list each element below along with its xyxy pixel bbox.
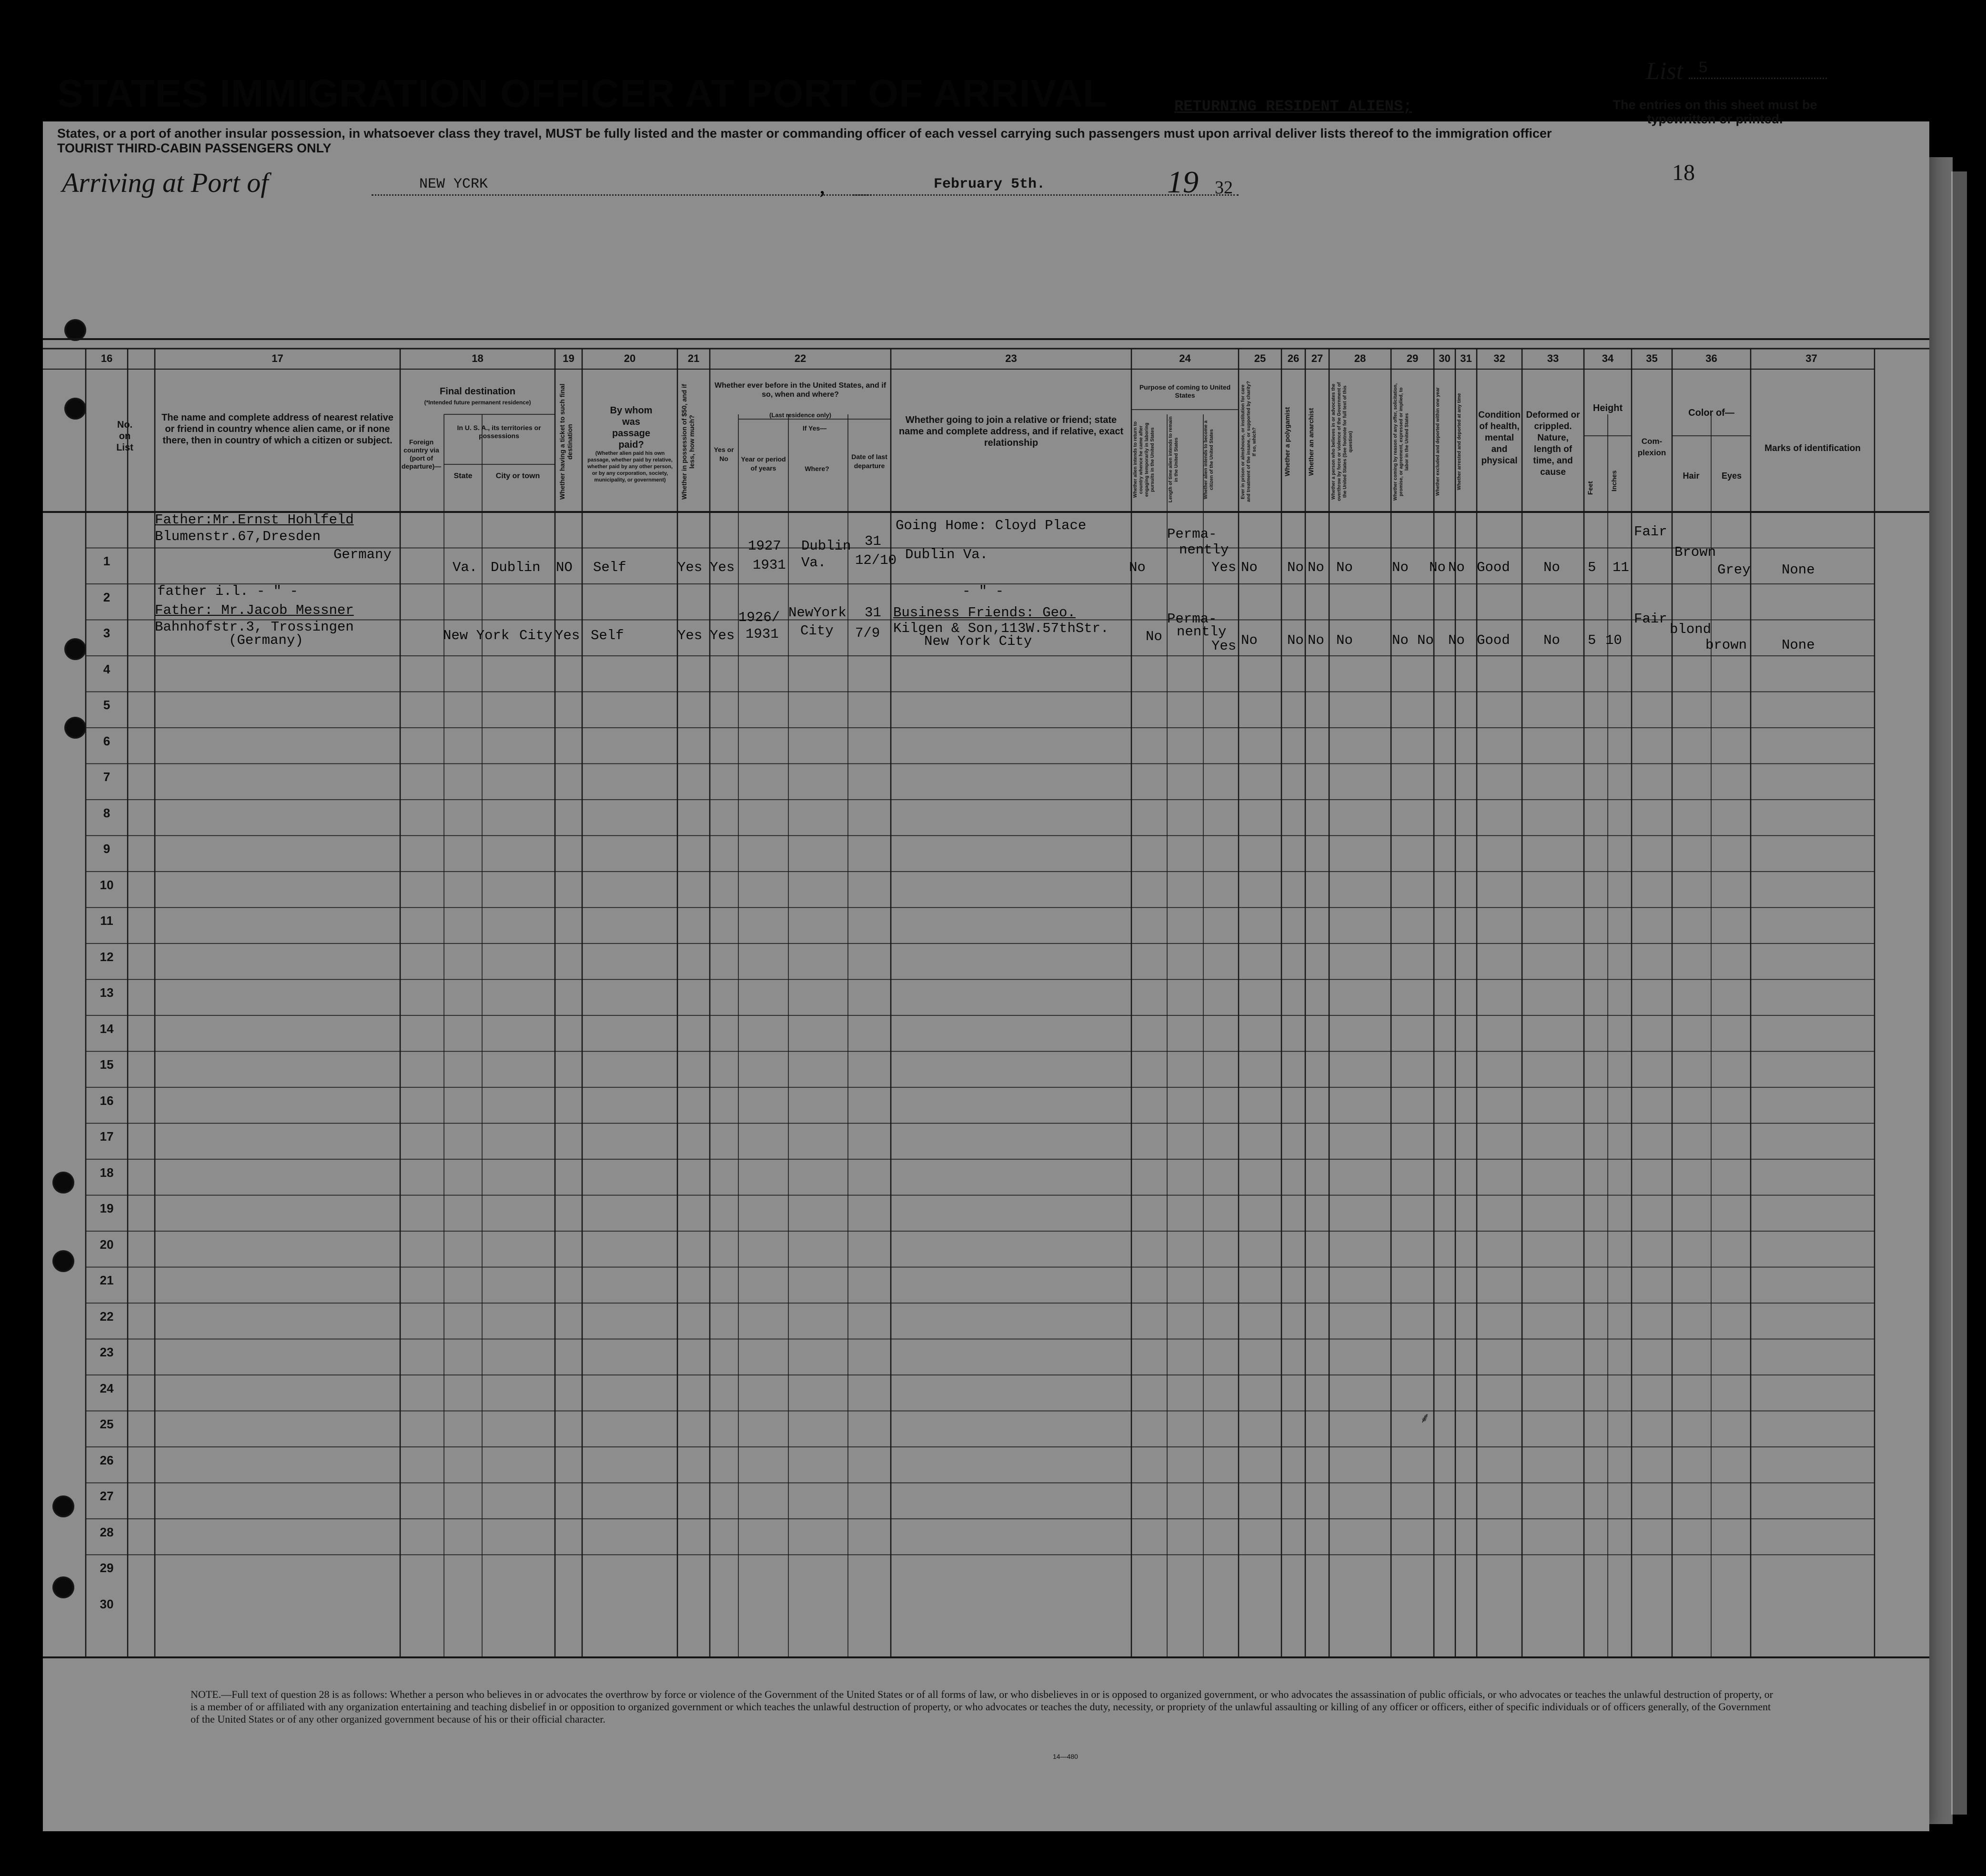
intends-return: No (1129, 560, 1146, 575)
row-number: 27 (100, 1489, 114, 1503)
header-foreign-country: Foreign country via (port of departure)— (401, 438, 442, 470)
last-departure: 31 (865, 605, 881, 621)
relative-country: (Germany) (229, 632, 303, 648)
header-ever-before-sub: (Last residence only) (769, 411, 832, 419)
row-number: 12 (100, 949, 114, 964)
intends-citizen: Yes (1211, 560, 1237, 575)
excluded: No (1429, 560, 1446, 575)
row-number: 18 (100, 1165, 114, 1180)
row-number: 1 (103, 554, 111, 568)
years-period: 1926/ (738, 610, 780, 625)
col-number: 28 (1354, 352, 1366, 364)
row-number: 9 (103, 842, 111, 856)
row-number: 10 (100, 877, 114, 892)
has-money: Yes (677, 560, 703, 575)
identification-marks: None (1782, 637, 1815, 653)
col-number: 20 (624, 352, 636, 364)
stay-length: Perma- (1167, 611, 1217, 627)
row-number: 14 (100, 1021, 114, 1036)
joining-contact: Kilgen & Son,113W.57thStr. (893, 621, 1109, 636)
row-number: 8 (103, 805, 111, 820)
sheet-number: 18 (1672, 160, 1695, 185)
row-number: 7 (103, 770, 111, 784)
header-final-destination: Final destination (440, 386, 515, 397)
header-years: Year or period of years (741, 455, 786, 472)
row-number: 4 (103, 662, 111, 676)
col-number: 37 (1805, 352, 1817, 364)
passage-paid-by: Self (593, 560, 626, 575)
prison: No (1241, 560, 1258, 575)
header-if-yes: If Yes— (802, 424, 827, 432)
anarchist: No (1308, 632, 1324, 648)
row-number: 23 (100, 1345, 114, 1359)
row-number: 6 (103, 733, 111, 748)
header-nearest-relative: The name and complete address of nearest relative or friend in country whence alien came, or if none there, then in country of which a citizen or subject. (161, 412, 393, 446)
pencil-mark: ⸙ (1420, 1410, 1431, 1426)
col-number: 17 (272, 352, 283, 364)
col-number: 24 (1179, 352, 1191, 364)
header-color-of: Color of— (1688, 408, 1734, 418)
header-complexion: Com-plexion (1637, 437, 1666, 457)
destination-state: Va. (453, 560, 478, 575)
previous-location: Va. (801, 555, 827, 571)
header-joining: Whether going to join a relative or friend; state name and complete address, and if relative, exact relationship (898, 415, 1124, 448)
header-excluded: Whether excluded and deported within one year (1435, 387, 1441, 496)
row-number: 13 (100, 985, 114, 1000)
header-height: Height (1593, 403, 1623, 413)
labor-offer: No (1392, 632, 1409, 648)
header-last-departure: Date of last departure (851, 453, 887, 470)
relative-country: Germany (333, 547, 392, 562)
header-feet: Feet (1586, 481, 1594, 495)
joining-contact: Dublin Va. (905, 547, 988, 562)
col-number: 30 (1439, 352, 1451, 364)
row-number: 28 (100, 1525, 114, 1539)
col-number: 26 (1287, 352, 1300, 364)
deported: No (1448, 560, 1465, 575)
form-code: 14—480 (1053, 1753, 1078, 1760)
row-number: 5 (103, 698, 111, 712)
intro-line-1: States, or a port of another insular possession, in whatsoever class they travel, MUST be fully listed and the master or commanding officer of each vessel carrying such passengers must upon arrival deliver lists thereof to the immigration officer (57, 126, 1552, 140)
previous-location: NewYork (788, 605, 847, 621)
header-deported: Whether arrested and deported at any time (1457, 393, 1462, 491)
eye-color: Grey (1717, 562, 1751, 578)
col-number: 34 (1602, 352, 1614, 364)
years-period: 1931 (753, 557, 786, 573)
header-health: Condition of health, mental and physical (1478, 410, 1521, 466)
last-departure: 12/10 (855, 552, 897, 568)
year-suffix: 32 (1215, 178, 1233, 198)
port-name: NEW YCRK (372, 176, 872, 196)
years-period: 1927 (748, 538, 781, 554)
relative-name: Father:Mr.Ernst Hohlfeld (155, 512, 354, 528)
row-number: 3 (103, 626, 111, 640)
row-number: 20 (100, 1237, 114, 1252)
hair-color: blond (1670, 622, 1712, 637)
row-number: 17 (100, 1129, 114, 1144)
col-number: 23 (1005, 352, 1017, 364)
year-prefix: 19 (1167, 165, 1199, 200)
page-title: STATES IMMIGRATION OFFICER AT PORT OF ARRIVAL (57, 72, 1108, 115)
has-ticket: NO (556, 560, 573, 575)
col-number: 31 (1460, 352, 1472, 364)
previous-location: Dublin (801, 538, 851, 554)
complexion: Fair (1634, 611, 1667, 627)
col-number: 22 (794, 352, 806, 364)
col-number: 27 (1311, 352, 1323, 364)
header-marks: Marks of identification (1764, 443, 1861, 453)
identification-marks: None (1782, 562, 1815, 578)
comma: , (819, 172, 826, 199)
header-final-destination-sub: (*Intended future permanent residence) (424, 399, 531, 406)
header-polygamist: Whether a polygamist (1283, 407, 1291, 477)
stay-length: Perma- (1167, 526, 1217, 542)
header-yes-no: Yes or No (714, 446, 734, 462)
header-passage-paid-sub: (Whether alien paid his own passage, whether paid by relative, whether paid by any other person, or by any corporation, society, municipality, or government) (587, 451, 673, 483)
destination-city: Dublin (491, 560, 541, 575)
col-number: 32 (1493, 352, 1505, 364)
been-before: Yes (710, 628, 735, 643)
header-anarchist: Whether an anarchist (1307, 408, 1315, 476)
intends-citizen: Yes (1211, 638, 1237, 654)
header-passage-paid: By whom was passage paid? (610, 405, 653, 450)
header-no-on-list: No. on List (116, 420, 133, 453)
been-before: Yes (710, 560, 735, 575)
destination-state: New York (443, 628, 510, 643)
header-purpose-citizen: Whether alien intends to become a citizen of the United States (1203, 420, 1214, 499)
relative-name: father i.l. - " - (157, 583, 298, 599)
joining-contact: - " - (962, 583, 1004, 599)
intro-line-2: TOURIST THIRD-CABIN PASSENGERS ONLY (57, 141, 332, 155)
list-label: List (1646, 58, 1684, 85)
polygamist: No (1287, 632, 1304, 648)
col-number: 33 (1547, 352, 1559, 364)
arriving-label: Arriving at Port of (62, 167, 269, 198)
polygamist: No (1287, 560, 1304, 575)
height-inches: 10 (1605, 632, 1622, 648)
joining-contact: New York City (924, 633, 1032, 649)
has-ticket: Yes (555, 628, 580, 643)
row-number: 11 (100, 913, 113, 928)
col-number: 16 (101, 352, 113, 364)
overthrow: No (1336, 632, 1353, 648)
row-number: 29 (100, 1561, 114, 1575)
joining-contact: Going Home: Cloyd Place (896, 518, 1087, 533)
anarchist: No (1308, 560, 1324, 575)
header-eyes: Eyes (1721, 472, 1742, 481)
joining-contact: Business Friends: Geo. (893, 605, 1076, 621)
header-where: Where? (805, 465, 829, 472)
returning-aliens-stamp: RETURNING RESIDENT ALIENS; (1174, 98, 1412, 115)
eye-color: brown (1705, 637, 1747, 653)
hair-color: Brown (1674, 544, 1716, 560)
row-number: 16 (100, 1093, 114, 1108)
col-number: 29 (1406, 352, 1419, 364)
has-money: Yes (677, 628, 703, 643)
header-ticket: Whether having a ticket to such final destination (558, 383, 574, 500)
row-number: 15 (100, 1057, 114, 1072)
row-number: 22 (100, 1309, 114, 1324)
years-period: 1931 (746, 626, 779, 642)
intends-return: No (1146, 629, 1162, 644)
height-feet: 5 (1588, 632, 1596, 648)
deformed: No (1543, 632, 1560, 648)
prison: No (1241, 632, 1258, 648)
height-inches: 11 (1613, 560, 1629, 575)
header-prison: Ever in prison or almshouse, or institution for care and treatment of the insane, or supported by charity? If so, which? (1240, 381, 1257, 502)
row-number: 2 (103, 590, 111, 604)
row-number: 30 (100, 1596, 114, 1611)
health: Good (1477, 560, 1510, 575)
list-number: 5 (1689, 60, 1827, 79)
col-number: 18 (472, 352, 484, 364)
height-feet: 5 (1588, 560, 1596, 575)
header-city: City or town (495, 472, 540, 480)
header-money: Whether in possession of $50, and if less, how much? (680, 384, 696, 500)
header-deformed: Deformed or crippled. Nature, length of time, and cause (1526, 410, 1580, 477)
footnote: NOTE.—Full text of question 28 is as follows: Whether a person who believes in or advocates the overthrow by force or violence of the Government of the United States or of all forms of law, or who disbelieves in or is opposed to organized government, or who advocates the assassination of public officials, or who advocates or teaches the unlawful destruction of property, or is a member of or affiliated with any organization entertaining and teaching disbelief in or opposition to organized government or which teaches the unlawful destruction of property, or who advocates or teaches the duty, necessity, or propriety of the unlawful assaulting or killing of any officer or officers, either of specific individuals or of officers generally, of the Government of the United States or of any other organized government because of his or their official character. (191, 1688, 1773, 1725)
header-overthrow: Whether a person who believes in or advocates the overthrow by force or violence of the Government of the United States (See footnote for full text of this question) (1331, 382, 1353, 502)
typewritten-note: The entries on this sheet must be typewritten or printed. (1613, 98, 1817, 126)
header-purpose-return: Whether alien intends to return to country whence he came after engaging temporarily in laboring pursuits in the United States (1133, 421, 1155, 498)
destination-city: City (519, 628, 553, 643)
excluded: No (1417, 632, 1434, 648)
last-departure: 31 (865, 533, 881, 549)
previous-location: City (800, 623, 834, 639)
header-purpose: Purpose of coming to United States (1139, 383, 1231, 399)
row-number: 19 (100, 1201, 114, 1215)
arrival-date: February 5th. (853, 176, 1239, 196)
health: Good (1477, 632, 1510, 648)
stay-length: nently (1177, 624, 1227, 640)
labor-offer: No (1392, 560, 1409, 575)
stay-length: nently (1179, 542, 1229, 558)
relative-street: Blumenstr.67,Dresden (155, 529, 321, 544)
header-inches: Inches (1610, 470, 1618, 492)
row-number: 24 (100, 1381, 114, 1395)
passage-paid-by: Self (591, 628, 624, 643)
col-number: 25 (1254, 352, 1266, 364)
col-number: 19 (563, 352, 575, 364)
deformed: No (1543, 560, 1560, 575)
col-number: 36 (1705, 352, 1717, 364)
overthrow: No (1336, 560, 1353, 575)
header-labor-offer: Whether coming by reason of any offer, solicitation, promise, or agreement, expressed or implied, to labor in the United States (1393, 383, 1410, 501)
row-number: 25 (100, 1417, 114, 1431)
complexion: Fair (1634, 524, 1667, 540)
col-number: 35 (1646, 352, 1658, 364)
last-departure: 7/9 (855, 625, 880, 641)
relative-street: Bahnhofstr.3, Trossingen (155, 619, 354, 635)
header-purpose-length: Length of time alien intends to remain in the United States (1168, 416, 1179, 503)
header-hair: Hair (1683, 472, 1700, 481)
row-number: 21 (100, 1273, 114, 1287)
row-number: 26 (100, 1453, 114, 1467)
col-number: 21 (687, 352, 700, 364)
header-in-usa: In U. S. A., its territories or possessions (457, 424, 541, 440)
relative-name: Father: Mr.Jacob Messner (155, 602, 354, 618)
header-ever-before: Whether ever before in the United States, and if so, when and where? (714, 381, 887, 399)
header-state: State (454, 472, 473, 480)
deported: No (1448, 632, 1465, 648)
